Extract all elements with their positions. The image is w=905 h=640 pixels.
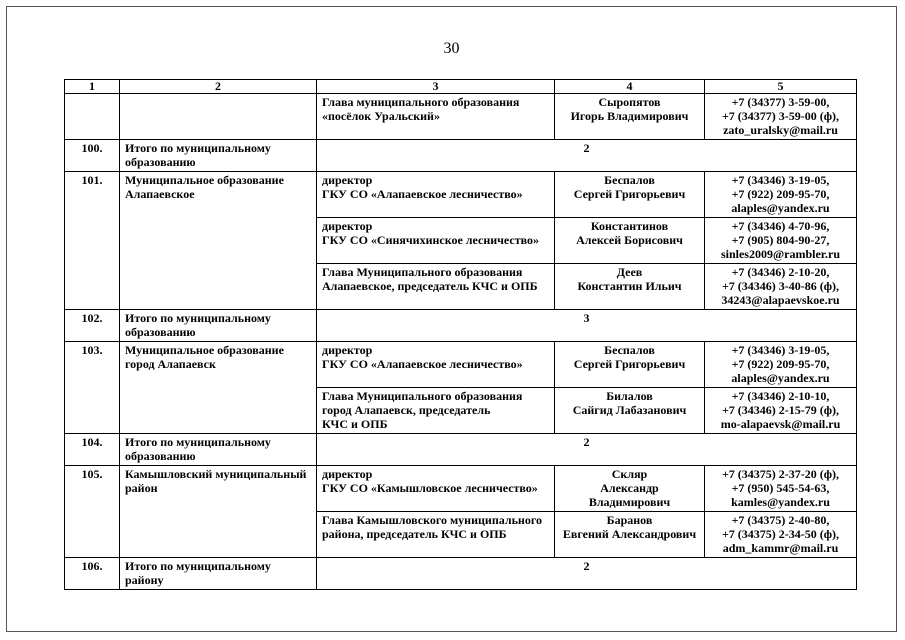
row-number: 102. xyxy=(65,310,120,342)
official-name-line: Баранов xyxy=(606,513,653,527)
official-position xyxy=(317,172,555,218)
total-value: 2 xyxy=(317,140,857,172)
official-position xyxy=(317,388,555,434)
table-row-total xyxy=(65,558,857,590)
official-contacts-line: +7 (922) 209-95-70, xyxy=(731,187,830,201)
official-position-line: ГКУ СО «Алапаевское лесничество» xyxy=(322,357,523,371)
official-name-line: Константинов xyxy=(590,219,669,233)
official-contacts-line: +7 (34346) 4-70-96, xyxy=(731,219,830,233)
total-label-line: Итого по муниципальному xyxy=(125,559,271,573)
official-name-line: Александр xyxy=(600,481,659,495)
total-label xyxy=(120,558,317,590)
row-number: 103. xyxy=(65,342,120,434)
total-label-line: образованию xyxy=(125,449,196,463)
row-number: 100. xyxy=(65,140,120,172)
official-name-line: Беспалов xyxy=(604,173,655,187)
table-row xyxy=(65,342,857,388)
municipality-name-line: район xyxy=(125,481,158,495)
official-position-line: Глава Муниципального образования xyxy=(322,389,523,403)
official-name-line: Билалов xyxy=(606,389,653,403)
official-name-line: Владимирович xyxy=(588,495,671,509)
official-contacts-line: +7 (34346) 3-40-86 (ф), xyxy=(721,279,840,293)
official-contacts-line: +7 (34375) 2-37-20 (ф), xyxy=(721,467,840,481)
municipality-name-line: Алапаевское xyxy=(125,187,195,201)
municipality-name xyxy=(120,466,317,558)
official-position-line: Глава Камышловского муниципального xyxy=(322,513,542,527)
official-position-line: Глава муниципального образования xyxy=(322,95,520,109)
contacts-table xyxy=(64,79,857,590)
total-label-line: Итого по муниципальному xyxy=(125,311,271,325)
table-row-total xyxy=(65,140,857,172)
table-body xyxy=(65,94,857,590)
official-contacts-line: sinles2009@rambler.ru xyxy=(720,247,841,261)
total-label-line: образованию xyxy=(125,325,196,339)
official-name xyxy=(555,172,705,218)
official-contacts xyxy=(705,342,857,388)
total-label xyxy=(120,434,317,466)
official-position-line: ГКУ СО «Алапаевское лесничество» xyxy=(322,187,523,201)
official-position-line: директор xyxy=(322,467,373,481)
municipality-name-line: Муниципальное образование xyxy=(125,173,284,187)
official-name xyxy=(555,342,705,388)
official-contacts-line: +7 (34377) 3-59-00, xyxy=(731,95,830,109)
official-position-line: КЧС и ОПБ xyxy=(322,417,388,431)
table-row-total xyxy=(65,310,857,342)
municipality-name xyxy=(120,342,317,434)
official-contacts-line: +7 (34346) 2-10-10, xyxy=(731,389,830,403)
official-contacts-line: +7 (922) 209-95-70, xyxy=(731,357,830,371)
table-row-total xyxy=(65,434,857,466)
official-position-line: района, председатель КЧС и ОПБ xyxy=(322,527,507,541)
official-contacts-line: adm_kammr@mail.ru xyxy=(722,541,839,555)
official-name-line: Алексей Борисович xyxy=(576,233,683,247)
official-position-line: Алапаевское, председатель КЧС и ОПБ xyxy=(322,279,538,293)
municipality-name-line: Муниципальное образование xyxy=(125,343,284,357)
municipality-name-line: Камышловский муниципальный xyxy=(125,467,307,481)
official-contacts-line: +7 (34375) 2-34-50 (ф), xyxy=(721,527,840,541)
row-number xyxy=(65,94,120,140)
official-position-line: Глава Муниципального образования xyxy=(322,265,523,279)
total-value: 3 xyxy=(317,310,857,342)
official-name-line: Деев xyxy=(616,265,643,279)
official-name xyxy=(555,466,705,512)
official-position-line: ГКУ СО «Синячихинское лесничество» xyxy=(322,233,540,247)
official-contacts-line: +7 (950) 545-54-63, xyxy=(731,481,830,495)
official-name-line: Сыропятов xyxy=(598,95,661,109)
official-contacts-line: alaples@yandex.ru xyxy=(731,371,830,385)
header-col-3: 3 xyxy=(317,80,555,94)
header-col-1: 1 xyxy=(65,80,120,94)
total-label-line: Итого по муниципальному xyxy=(125,435,271,449)
official-position-line: ГКУ СО «Камышловское лесничество» xyxy=(322,481,538,495)
table-row xyxy=(65,172,857,218)
official-contacts-line: +7 (34346) 2-15-79 (ф), xyxy=(721,403,840,417)
official-position xyxy=(317,512,555,558)
official-name-line: Сергей Григорьевич xyxy=(573,357,686,371)
official-contacts-line: +7 (34346) 3-19-05, xyxy=(731,173,830,187)
official-name xyxy=(555,218,705,264)
official-name xyxy=(555,388,705,434)
official-position xyxy=(317,94,555,140)
row-number: 101. xyxy=(65,172,120,310)
official-contacts xyxy=(705,264,857,310)
header-col-5: 5 xyxy=(705,80,857,94)
official-contacts-line: +7 (34346) 2-10-20, xyxy=(731,265,830,279)
official-name-line: Константин Ильич xyxy=(577,279,682,293)
official-position xyxy=(317,264,555,310)
header-col-2: 2 xyxy=(120,80,317,94)
header-row xyxy=(65,80,857,94)
row-number: 104. xyxy=(65,434,120,466)
official-contacts xyxy=(705,466,857,512)
row-number: 106. xyxy=(65,558,120,590)
official-contacts-line: zato_uralsky@mail.ru xyxy=(723,123,838,137)
document-page xyxy=(6,6,897,632)
total-label xyxy=(120,310,317,342)
total-label-line: образованию xyxy=(125,155,196,169)
total-value: 2 xyxy=(317,558,857,590)
official-name xyxy=(555,264,705,310)
official-position-line: директор xyxy=(322,343,373,357)
official-contacts-line: +7 (34346) 3-19-05, xyxy=(731,343,830,357)
official-name-line: Игорь Владимирович xyxy=(570,109,689,123)
official-name xyxy=(555,512,705,558)
total-label xyxy=(120,140,317,172)
official-contacts-line: +7 (34375) 2-40-80, xyxy=(731,513,830,527)
official-contacts-line: 34243@alapaevskoe.ru xyxy=(721,293,840,307)
total-value: 2 xyxy=(317,434,857,466)
total-label-line: району xyxy=(125,573,164,587)
official-position xyxy=(317,466,555,512)
official-contacts-line: +7 (34377) 3-59-00 (ф), xyxy=(721,109,840,123)
municipality-name xyxy=(120,94,317,140)
official-position xyxy=(317,342,555,388)
official-contacts xyxy=(705,172,857,218)
official-name-line: Сергей Григорьевич xyxy=(573,187,686,201)
official-position-line: директор xyxy=(322,173,373,187)
official-contacts xyxy=(705,512,857,558)
official-name-line: Скляр xyxy=(611,467,648,481)
official-name xyxy=(555,94,705,140)
total-label-line: Итого по муниципальному xyxy=(125,141,271,155)
header-col-4: 4 xyxy=(555,80,705,94)
official-contacts xyxy=(705,218,857,264)
table-row xyxy=(65,466,857,512)
official-name-line: Беспалов xyxy=(604,343,655,357)
row-number: 105. xyxy=(65,466,120,558)
official-position-line: директор xyxy=(322,219,373,233)
official-position xyxy=(317,218,555,264)
official-contacts-line: mo-alapaevsk@mail.ru xyxy=(720,417,841,431)
official-name-line: Евгений Александрович xyxy=(562,527,697,541)
municipality-name xyxy=(120,172,317,310)
municipality-name-line: город Алапаевск xyxy=(125,357,216,371)
official-position-line: «посёлок Уральский» xyxy=(322,109,440,123)
official-position-line: город Алапаевск, председатель xyxy=(322,403,491,417)
official-name-line: Сайгид Лабазанович xyxy=(572,403,687,417)
table-row xyxy=(65,94,857,140)
official-contacts-line: kamles@yandex.ru xyxy=(731,495,830,509)
official-contacts xyxy=(705,388,857,434)
page-number: 30 xyxy=(443,40,460,57)
official-contacts-line: alaples@yandex.ru xyxy=(731,201,830,215)
official-contacts-line: +7 (905) 804-90-27, xyxy=(731,233,830,247)
official-contacts xyxy=(705,94,857,140)
